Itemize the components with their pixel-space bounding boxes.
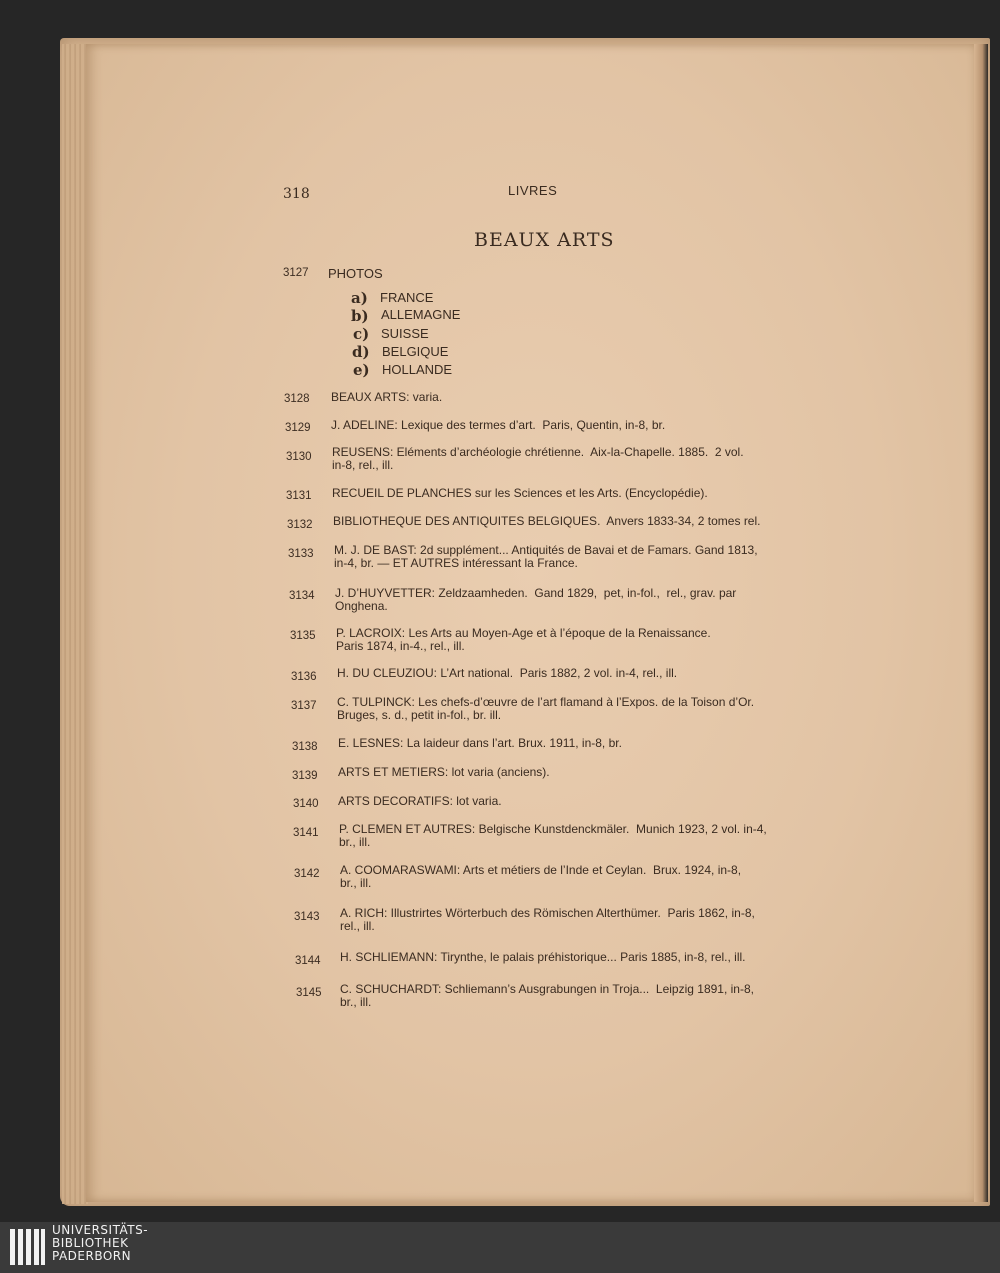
library-logo-icon <box>10 1227 46 1269</box>
entry-number: 3143 <box>294 911 320 923</box>
subitem-letter: d) <box>352 343 370 361</box>
entry-number: 3138 <box>292 741 318 753</box>
subitem-letter: a) <box>351 289 368 307</box>
entry-number: 3139 <box>292 770 318 782</box>
catalog-entry: REUSENS: Eléments d’archéologie chrétienne. Aix-la-Chapelle. 1885. 2 vol. in-8, rel., ill. <box>332 445 744 472</box>
entry-number: 3136 <box>291 671 317 683</box>
page-edges <box>62 44 88 1204</box>
library-logo-text <box>52 1224 148 1263</box>
subitem-label: FRANCE <box>380 290 434 305</box>
subitem-letter: c) <box>353 325 370 343</box>
subitem-letter: e) <box>353 361 370 379</box>
catalog-entry: H. DU CLEUZIOU: L’Art national. Paris 1882, 2 vol. in-4, rel., ill. <box>337 666 678 680</box>
logo-line: BIBLIOTHEK <box>52 1236 129 1250</box>
subitem-label: BELGIQUE <box>382 344 449 359</box>
entry-number: 3140 <box>293 798 319 810</box>
book-gutter <box>974 44 988 1202</box>
catalog-entry: RECUEIL DE PLANCHES sur les Sciences et les Arts. (Encyclopédie). <box>332 486 708 500</box>
entry-number: 3131 <box>286 490 312 502</box>
photos-heading: PHOTOS <box>328 266 383 281</box>
subitem-letter: b) <box>351 307 369 325</box>
running-head: LIVRES <box>508 183 558 198</box>
catalog-entry: ARTS DECORATIFS: lot varia. <box>338 794 502 808</box>
entry-number: 3133 <box>288 548 314 560</box>
entry-number: 3145 <box>296 987 322 999</box>
entry-number: 3141 <box>293 827 319 839</box>
catalog-entry: J. D’HUYVETTER: Zeldzaamheden. Gand 1829, pet, in-fol., rel., grav. par Onghena. <box>335 586 737 613</box>
catalog-entry: H. SCHLIEMANN: Tirynthe, le palais préhistorique... Paris 1885, in-8, rel., ill. <box>340 950 746 964</box>
logo-line: UNIVERSITÄTS- <box>52 1223 149 1237</box>
entry-number: 3127 <box>283 267 309 279</box>
catalog-entry: C. TULPINCK: Les chefs-d’œuvre de l’art flamand à l’Expos. de la Toison d’Or. Bruges, s. d., petit in-fol., br. ill. <box>337 695 755 722</box>
catalog-entry: P. CLEMEN ET AUTRES: Belgische Kunstdenckmäler. Munich 1923, 2 vol. in-4, br., ill. <box>339 822 767 849</box>
entry-number: 3144 <box>295 955 321 967</box>
catalog-entry: BEAUX ARTS: varia. <box>331 390 443 404</box>
page-number: 318 <box>283 186 310 202</box>
catalog-entry: P. LACROIX: Les Arts au Moyen-Age et à l’époque de la Renaissance. Paris 1874, in-4., rel., ill. <box>336 626 711 653</box>
entry-number: 3132 <box>287 519 313 531</box>
entry-number: 3135 <box>290 630 316 642</box>
catalog-entry: J. ADELINE: Lexique des termes d’art. Paris, Quentin, in-8, br. <box>331 418 666 432</box>
section-title: BEAUX ARTS <box>474 229 615 251</box>
catalog-entry: ARTS ET METIERS: lot varia (anciens). <box>338 765 550 779</box>
entry-number: 3130 <box>286 451 312 463</box>
entry-number: 3129 <box>285 422 311 434</box>
catalog-entry: C. SCHUCHARDT: Schliemann’s Ausgrabungen in Troja... Leipzig 1891, in-8, br., ill. <box>340 982 754 1009</box>
catalog-entry: M. J. DE BAST: 2d supplément... Antiquités de Bavai et de Famars. Gand 1813, in-4, br. — ET AUTRES intéressant la France. <box>334 543 758 570</box>
subitem-label: HOLLANDE <box>382 362 453 377</box>
logo-line: PADERBORN <box>52 1249 132 1263</box>
library-footer-bar <box>0 1222 1000 1273</box>
catalog-entry: A. RICH: Illustrirtes Wörterbuch des Römischen Alterthümer. Paris 1862, in-8, rel., ill. <box>340 906 755 933</box>
catalog-entry: E. LESNES: La laideur dans l’art. Brux. 1911, in-8, br. <box>338 736 622 750</box>
entry-number: 3137 <box>291 700 317 712</box>
entry-number: 3128 <box>284 393 310 405</box>
subitem-label: SUISSE <box>381 326 429 341</box>
entry-number: 3134 <box>289 590 315 602</box>
catalog-entry: BIBLIOTHEQUE DES ANTIQUITES BELGIQUES. Anvers 1833-34, 2 tomes rel. <box>333 514 761 528</box>
catalog-entry: A. COOMARASWAMI: Arts et métiers de l’Inde et Ceylan. Brux. 1924, in-8, br., ill. <box>340 863 742 890</box>
subitem-label: ALLEMAGNE <box>381 307 461 322</box>
entry-number: 3142 <box>294 868 320 880</box>
book-page <box>86 44 978 1202</box>
